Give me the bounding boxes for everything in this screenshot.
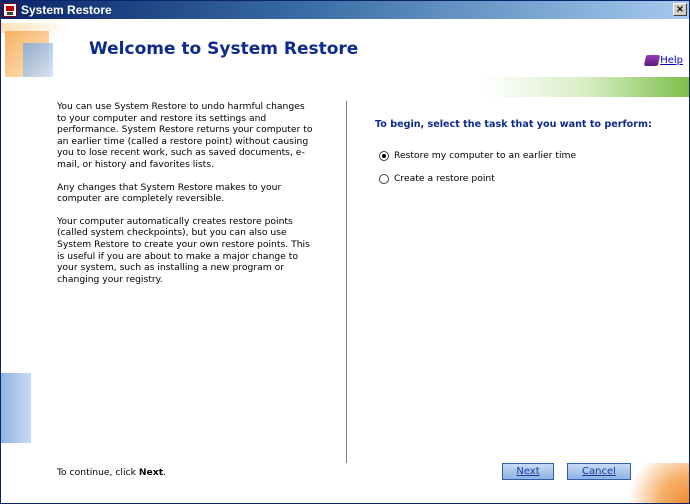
next-button[interactable]: Next [502, 463, 554, 480]
cancel-button[interactable]: Cancel [567, 463, 631, 480]
option-label-create[interactable]: Create a restore point [394, 173, 495, 184]
option-create-restore-point[interactable] [379, 173, 495, 184]
option-restore-earlier-time[interactable] [379, 150, 576, 161]
description-paragraph-1: You can use System Restore to undo harmful changes to your computer and restore its settings and performance. System Restore returns your computer to an earlier time (called a restore point) without causing you to lose recent work, such as saved documents, e-mail, or history and favorites lists. [57, 101, 313, 170]
help-label[interactable]: Help [660, 55, 683, 66]
radio-create-restore-point[interactable] [379, 174, 389, 184]
description-panel [57, 101, 313, 296]
left-decoration [1, 373, 31, 443]
close-button[interactable]: × [673, 3, 687, 16]
help-book-icon [644, 55, 660, 66]
description-paragraph-3: Your computer automatically creates restore points (called system checkpoints), but you can also use System Restore to create your own restore points. This is useful if you are about to make a major change to your system, such as installing a new program or changing your registry. [57, 215, 310, 285]
help-link[interactable] [645, 55, 683, 66]
continue-next-word: Next [138, 467, 164, 478]
system-restore-icon [3, 3, 17, 17]
continue-instruction [57, 467, 166, 478]
header-green-band [1, 77, 689, 97]
option-label-restore[interactable]: Restore my computer to an earlier time [394, 150, 577, 161]
title-bar[interactable] [1, 1, 689, 19]
continue-suffix: . [163, 467, 167, 478]
column-divider [346, 101, 347, 463]
task-heading: To begin, select the task that you want to perform: [375, 119, 652, 130]
header-decoration [1, 19, 81, 79]
description-paragraph-2: Any changes that System Restore makes to your computer are completely reversible. [57, 181, 282, 205]
continue-prefix: To continue, click [57, 467, 139, 478]
window-title: System Restore [21, 3, 112, 17]
radio-restore-earlier-time[interactable] [379, 151, 389, 161]
page-title: Welcome to System Restore [89, 39, 359, 59]
